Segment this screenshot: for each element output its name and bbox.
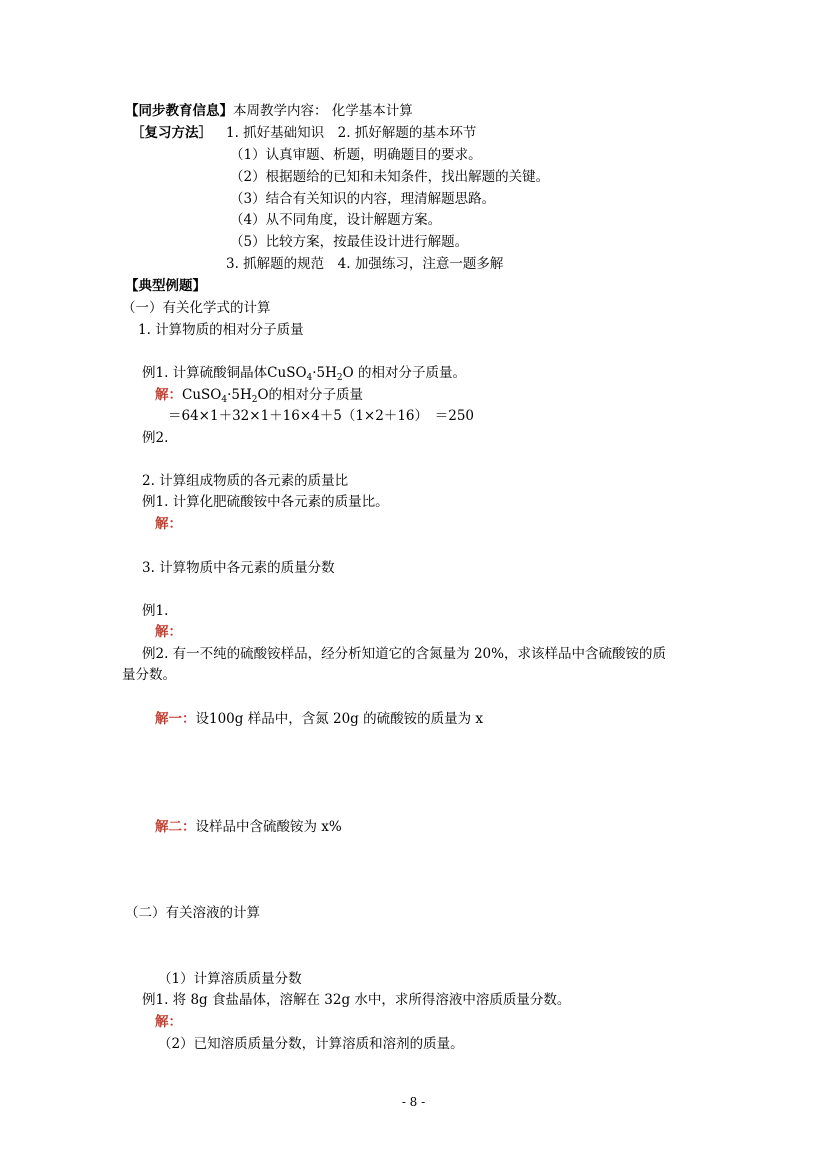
- review-step: （3）结合有关知识的内容，理清解题思路。: [230, 191, 496, 207]
- calculation: ＝64×1＋32×1＋16×4＋5（1×2＋16） ＝250: [168, 408, 475, 424]
- formula-part: CuSO: [182, 387, 222, 403]
- review-line: [131, 123, 212, 143]
- sub1-title: 1. 计算物质的相对分子质量: [138, 322, 304, 338]
- formula-part: CuSO: [267, 365, 307, 381]
- solution-1-1: [155, 385, 363, 405]
- solution-label: 解：: [155, 1014, 182, 1030]
- section2-example-1: 例1. 将 8g 食盐晶体，溶解在 32g 水中，求所得溶液中溶质质量分数。: [142, 992, 571, 1008]
- review-step: （1）认真审题、析题，明确题目的要求。: [230, 147, 482, 163]
- formula-subscript: 4: [306, 373, 313, 383]
- example-3-1: 例1.: [142, 603, 169, 619]
- sub3-title: 3. 计算物质中各元素的质量分数: [142, 560, 335, 576]
- header-title-label: 本周教学内容：: [233, 103, 328, 119]
- example-1-2: 例2.: [142, 430, 169, 446]
- formula-subscript: 2: [336, 373, 343, 383]
- example-3-2-line2: 量分数。: [122, 667, 176, 683]
- example-2-1: 例1. 计算化肥硫酸铵中各元素的质量比。: [142, 494, 389, 510]
- solution-label: 解：: [155, 387, 182, 403]
- formula: [267, 365, 354, 381]
- example-3-2-line1: 例2. 有一不纯的硫酸铵样品，经分析知道它的含氮量为 20%，求该样品中含硫酸铵的质: [142, 646, 666, 662]
- formula-subscript: 4: [221, 395, 228, 405]
- formula-part: O: [342, 365, 354, 381]
- solution-label: 解：: [155, 516, 182, 532]
- review-step: （5）比较方案，按最佳设计进行解题。: [230, 234, 469, 250]
- solution-text: 设100g 样品中，含氮 20g 的硫酸铵的质量为 x: [195, 711, 484, 727]
- section2-title: （二）有关溶液的计算: [125, 905, 260, 921]
- header-tag: 【同步教育信息】: [125, 103, 233, 119]
- review-line1: 1. 抓好基础知识 2. 抓好解题的基本环节: [226, 125, 477, 141]
- section2-sub1-title: （1）计算溶质质量分数: [158, 971, 302, 987]
- solution-label: 解二：: [155, 819, 196, 835]
- review-tag: ［复习方法］: [131, 125, 212, 141]
- example-1-1: [142, 363, 466, 383]
- section1-title: （一）有关化学式的计算: [122, 300, 271, 316]
- solution-one: [155, 709, 483, 729]
- solution-text: 的相对分子质量: [268, 387, 364, 403]
- example-text: 的相对分子质量。: [358, 365, 467, 381]
- formula-part: ·5H: [227, 387, 252, 403]
- review-line-last: 3. 抓解题的规范 4. 加强练习，注意一题多解: [226, 256, 504, 272]
- solution-text: 设样品中含硫酸铵为 x%: [195, 819, 342, 835]
- formula: [182, 387, 269, 403]
- solution-label: 解：: [155, 624, 182, 640]
- header-title-value: 化学基本计算: [331, 103, 413, 119]
- formula-part: ·5H: [312, 365, 337, 381]
- formula-part: O: [257, 387, 269, 403]
- header-line: [125, 101, 413, 121]
- solution-two: [155, 817, 342, 837]
- page-number: - 8 -: [401, 1095, 426, 1109]
- examples-tag: 【典型例题】: [125, 278, 206, 294]
- section2-sub2-title: （2）已知溶质质量分数，计算溶质和溶剂的质量。: [158, 1036, 464, 1052]
- review-step: （4）从不同角度，设计解题方案。: [230, 212, 442, 228]
- formula-subscript: 2: [251, 395, 258, 405]
- solution-label: 解一：: [155, 711, 196, 727]
- example-text: 例1. 计算硫酸铜晶体: [142, 365, 268, 381]
- review-step: （2）根据题给的已知和未知条件，找出解题的关键。: [230, 169, 550, 185]
- sub2-title: 2. 计算组成物质的各元素的质量比: [142, 473, 349, 489]
